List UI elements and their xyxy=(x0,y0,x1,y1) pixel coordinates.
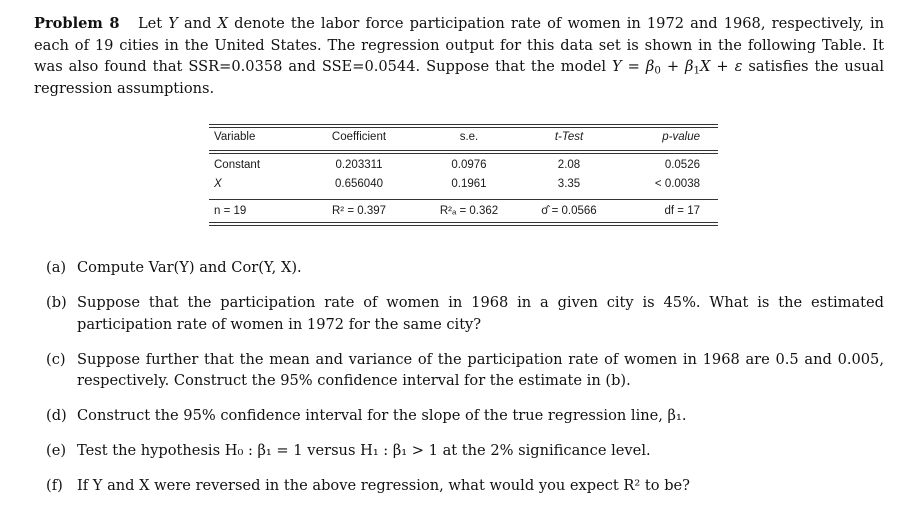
table-cell: < 0.0038 xyxy=(654,178,700,190)
table-rule xyxy=(209,225,718,226)
table-cell: 0.656040 xyxy=(335,178,383,190)
footer-adj-r2: R²ₐ = 0.362 xyxy=(439,205,499,217)
table-rule xyxy=(209,222,718,223)
table-cell: 0.1961 xyxy=(451,178,487,190)
question-text: Suppose that the participation rate of women in 1968 in a given city is 45%. What is the estimated participation rate of women in 1972 for the same city? xyxy=(77,294,884,333)
intro-tail: satisfies the usual regression assumptions. xyxy=(34,58,885,97)
table-rule xyxy=(209,199,718,200)
question-item xyxy=(46,292,884,335)
question-label: (a) xyxy=(46,259,67,276)
intro-and: and xyxy=(184,15,212,32)
footer-df: df = 17 xyxy=(664,205,700,217)
table-cell: 0.203311 xyxy=(335,159,383,171)
footer-sigma: σ̂ = 0.0566 xyxy=(541,205,597,217)
table-rule xyxy=(209,127,718,128)
problem-statement xyxy=(34,13,884,99)
question-text: Suppose further that the mean and variance of the participation rate of women in 1968 are 0.5 and 0.005, respectively. Construct the 95% confidence interval for the estimate in (b). xyxy=(77,350,884,389)
question-item xyxy=(46,405,884,427)
header-variable: Variable xyxy=(214,131,256,143)
question-label: (d) xyxy=(46,407,67,424)
intro-let: Let xyxy=(137,15,163,32)
question-item xyxy=(46,257,884,279)
table-cell: 0.0976 xyxy=(451,159,487,171)
regression-table xyxy=(209,124,718,228)
header-coefficient: Coefficient xyxy=(331,131,387,143)
footer-r2: R² = 0.397 xyxy=(331,205,387,217)
var-y: Y xyxy=(168,15,178,32)
question-list xyxy=(46,257,884,510)
header-se: s.e. xyxy=(459,131,479,143)
table-rule xyxy=(209,124,718,125)
table-cell: 0.0526 xyxy=(664,159,700,171)
question-label: (e) xyxy=(46,442,67,459)
question-item xyxy=(46,475,884,497)
table-cell: X xyxy=(214,178,222,190)
question-text: Compute Var(Y) and Cor(Y, X). xyxy=(77,259,302,276)
intro-body: denote the labor force participation rate of women in 1972 and 1968, respectively, in each of 19 cities in the United States. The regression output for this data set is shown in the following Table. It was also found that SSR=0.0358 and SSE=0.0544. Suppose that the model xyxy=(34,15,885,75)
question-label: (c) xyxy=(46,350,66,368)
question-label: (f) xyxy=(46,477,63,494)
question-text: If Y and X were reversed in the above regression, what would you expect R² to be? xyxy=(77,477,690,494)
header-p-value: p-value xyxy=(662,131,700,143)
var-x: X xyxy=(217,15,228,32)
model-equation: $Y = \beta_0 + \beta_1X + \varepsilon$ xyxy=(612,58,743,77)
question-item xyxy=(46,440,884,462)
table-rule xyxy=(209,150,718,151)
footer-n: n = 19 xyxy=(214,205,247,217)
question-item xyxy=(46,349,884,392)
header-t-test: t-Test xyxy=(554,131,584,143)
question-text: Test the hypothesis H₀ : β₁ = 1 versus H₁ : β₁ > 1 at the 2% significance level. xyxy=(77,442,651,459)
table-cell: 3.35 xyxy=(557,178,581,190)
table-rule xyxy=(209,153,718,154)
question-text: Construct the 95% confidence interval for the slope of the true regression line, β₁. xyxy=(77,407,687,424)
question-label: (b) xyxy=(46,294,67,311)
problem-label: Problem 8 xyxy=(34,15,120,32)
table-cell: 2.08 xyxy=(557,159,581,171)
table-cell: Constant xyxy=(214,159,261,171)
